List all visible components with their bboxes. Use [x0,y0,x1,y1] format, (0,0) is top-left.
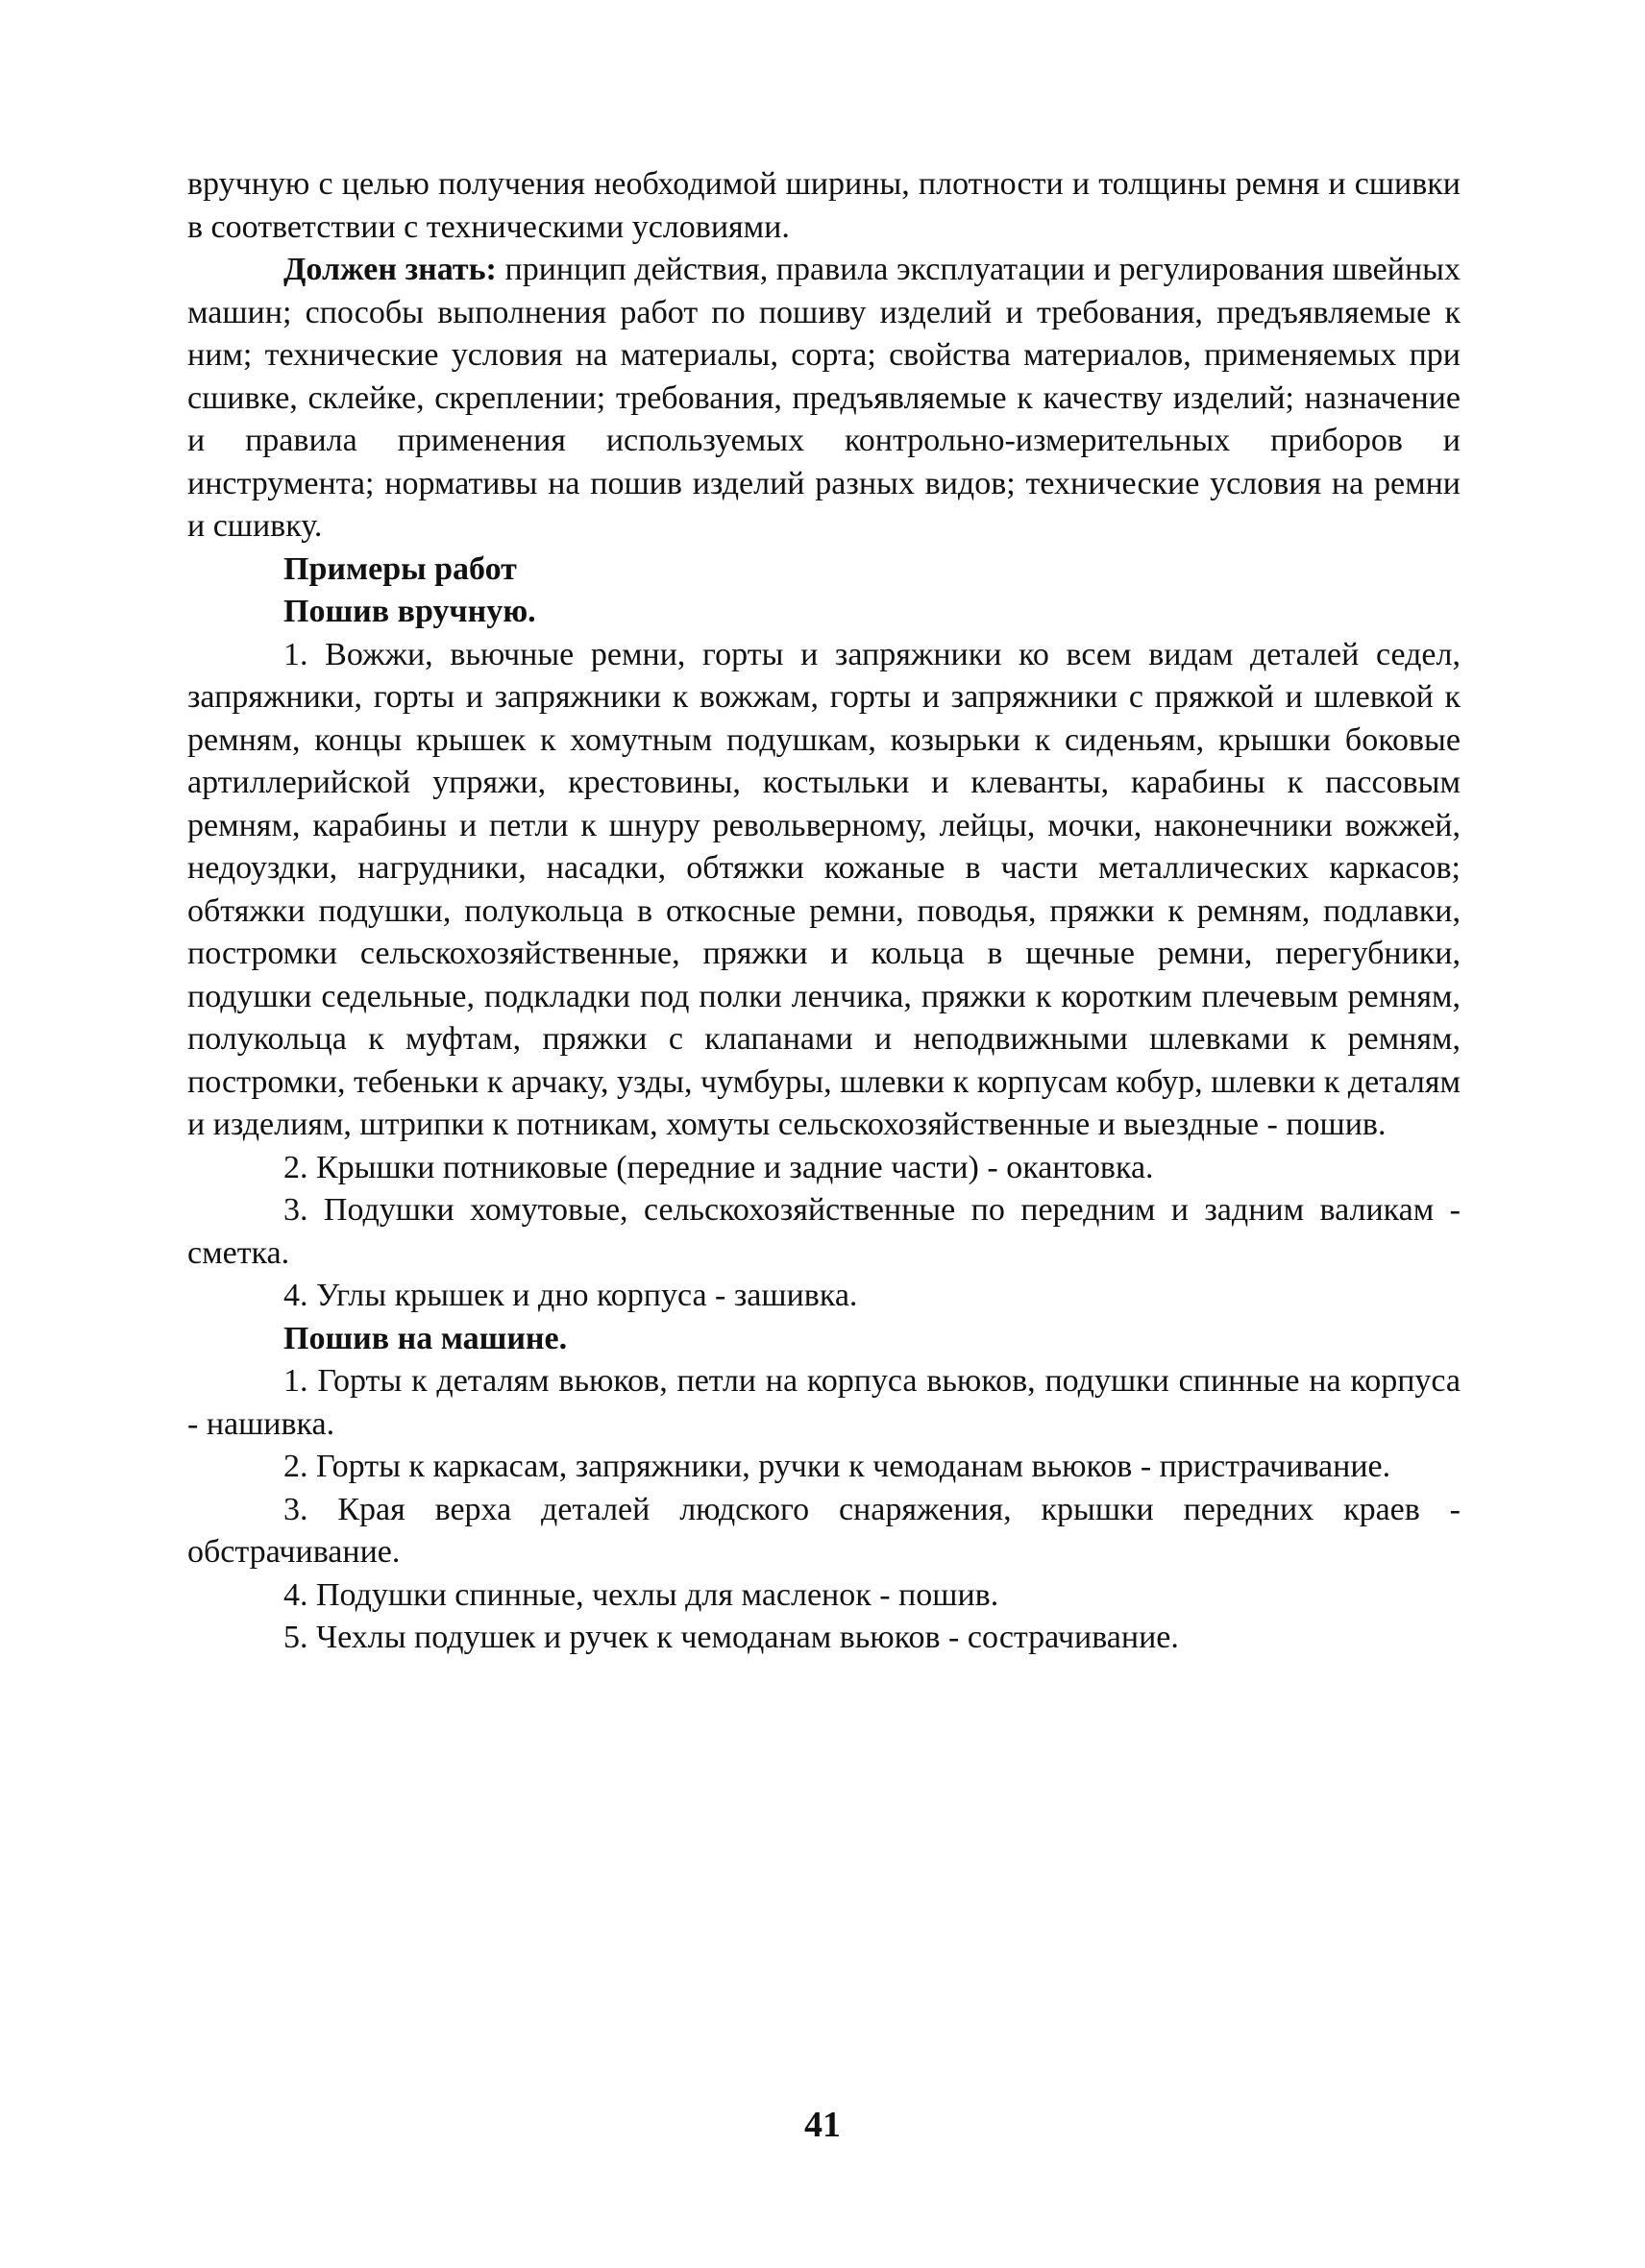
machine-item: 2. Горты к каркасам, запряжники, ручки к чемоданам вьюков - пристрачивание. [283,1449,1391,1484]
manual-item: 4. Углы крышек и дно корпуса - зашивка. [283,1278,858,1313]
intro-paragraph: вручную с целью получения необходимой ширины, плотности и толщины ремня и сшивки в соответствии с техническими условиями. [187,166,1461,245]
manual-sewing-heading: Пошив вручную. [283,594,536,629]
machine-item: 5. Чехлы подушек и ручек к чемоданам вьюков - сострачивание. [283,1620,1179,1655]
page-body [187,163,1461,1660]
machine-item: 4. Подушки спинные, чехлы для масленок - пошив. [283,1576,999,1613]
requirements-label: Должен знать: [283,252,497,287]
manual-item: 1. Вожжи, вьючные ремни, горты и запряжники ко всем видам деталей седел, запряжники, горты и запряжники к вожжам, горты и запряжники с пряжкой и шлевкой к ремням, концы крышек к хомутным подушкам, козырьки к сиденьям, крышки боковые артиллерийской упряжи, крестовины, костыльки и клеванты, карабины к пассовым ремням, карабины и петли к шнуру револьверному, лейцы, мочки, наконечники вожжей, недоуздки, нагрудники, насадки, обтяжки кожаные в части металлических каркасов; обтяжки подушки, полукольца в откосные ремни, поводья, пряжки к ремням, подлавки, постромки сельскохозяйственные, пряжки и кольца в щечные ремни, перегубники, подушки седельные, подкладки под полки ленчика, пряжки к коротким плечевым ремням, полукольца к муфтам, пряжки с клапанами и неподвижными шлевками к ремням, постромки, тебеньки к арчаку, узды, чумбуры, шлевки к корпусам кобур, шлевки к деталям и изделиям, штрипки к потникам, хомуты сельскохозяйственные и выездные - пошив. [187,636,1461,1142]
requirements-paragraph [187,249,1461,549]
machine-item: 1. Горты к деталям вьюков, петли на корпуса вьюков, подушки спинные на корпуса - нашивка. [187,1363,1461,1442]
requirements-text: принцип действия, правила эксплуатации и регулирования швейных машин; способы выполнения работ по пошиву изделий и требования, предъявляемые к ним; технические условия на материалы, сорта; свойства материалов, применяемых при сшивке, склейке, скреплении; требования, предъявляемые к качеству изделий; назначение и правила применения используемых контрольно-измерительных приборов и инструмента; нормативы на пошив изделий разных видов; технические условия на ремни и сшивку. [187,252,1461,544]
examples-heading: Примеры работ [283,550,517,587]
machine-sewing-heading: Пошив на машине. [283,1320,568,1356]
manual-item: 3. Подушки хомутовые, сельскохозяйственные по передним и задним валикам - сметка. [187,1192,1461,1271]
manual-item: 2. Крышки потниковые (передние и задние части) - окантовка. [283,1149,1154,1185]
page-number: 41 [804,2105,841,2145]
machine-item: 3. Края верха деталей людского снаряжения, крышки передних краев - обстрачивание. [187,1491,1461,1570]
